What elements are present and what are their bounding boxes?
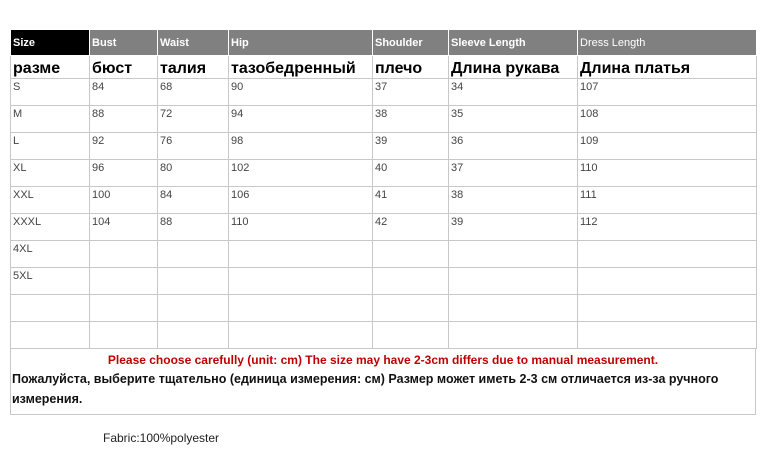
table-cell xyxy=(90,241,158,268)
table-row xyxy=(11,160,757,187)
table-cell: 94 xyxy=(229,106,373,133)
table-row xyxy=(11,268,757,295)
table-cell: 107 xyxy=(578,79,757,106)
table-cell xyxy=(90,295,158,322)
table-cell: 96 xyxy=(90,160,158,187)
table-row xyxy=(11,79,757,106)
ru-header-sleeve: Длина рукава xyxy=(449,56,578,79)
fabric-label: Fabric:100%polyester xyxy=(103,431,220,445)
table-cell: 41 xyxy=(373,187,449,214)
header-bust: Bust xyxy=(90,30,158,56)
table-cell xyxy=(373,322,449,349)
table-cell: L xyxy=(11,133,90,160)
table-cell: 109 xyxy=(578,133,757,160)
table-cell xyxy=(449,322,578,349)
table-cell xyxy=(449,268,578,295)
table-cell: 111 xyxy=(578,187,757,214)
ru-header-bust: бюст xyxy=(90,56,158,79)
table-cell: 34 xyxy=(449,79,578,106)
table-cell: 37 xyxy=(373,79,449,106)
table-cell: XXXL xyxy=(11,214,90,241)
table-cell: 88 xyxy=(158,214,229,241)
table-cell: 39 xyxy=(449,214,578,241)
notes-box xyxy=(10,349,756,415)
table-cell: 35 xyxy=(449,106,578,133)
table-cell: S xyxy=(11,79,90,106)
ru-header-shoulder: плечо xyxy=(373,56,449,79)
note-russian: Пожалуйста, выберите тщательно (единица измерения: см) Размер может иметь 2-3 см отличается из-за ручного измерения. xyxy=(12,372,719,406)
table-cell: 5XL xyxy=(11,268,90,295)
table-cell: 4XL xyxy=(11,241,90,268)
table-cell xyxy=(90,322,158,349)
header-dress-length: Dress Length xyxy=(578,30,757,56)
russian-header-row xyxy=(11,56,757,79)
table-cell xyxy=(229,268,373,295)
table-cell xyxy=(158,268,229,295)
table-cell: 108 xyxy=(578,106,757,133)
table-cell xyxy=(158,241,229,268)
table-cell xyxy=(229,241,373,268)
table-cell: 37 xyxy=(449,160,578,187)
table-cell: 84 xyxy=(158,187,229,214)
table-cell xyxy=(578,268,757,295)
table-cell: 39 xyxy=(373,133,449,160)
table-cell: 100 xyxy=(90,187,158,214)
table-cell: 106 xyxy=(229,187,373,214)
table-cell xyxy=(158,322,229,349)
table-cell: 112 xyxy=(578,214,757,241)
table-cell xyxy=(373,241,449,268)
table-row xyxy=(11,322,757,349)
table-cell xyxy=(373,295,449,322)
table-cell: 76 xyxy=(158,133,229,160)
table-cell xyxy=(229,295,373,322)
table-row xyxy=(11,295,757,322)
table-cell xyxy=(229,322,373,349)
table-cell: 68 xyxy=(158,79,229,106)
ru-header-size: разме xyxy=(11,56,90,79)
note-english: Please choose carefully (unit: cm) The size may have 2-3cm differs due to manual measurement. xyxy=(107,353,659,367)
header-waist: Waist xyxy=(158,30,229,56)
table-cell xyxy=(578,241,757,268)
table-cell: 110 xyxy=(578,160,757,187)
size-chart xyxy=(10,29,756,415)
table-cell: 110 xyxy=(229,214,373,241)
table-cell xyxy=(578,322,757,349)
table-cell: 38 xyxy=(373,106,449,133)
table-cell: 80 xyxy=(158,160,229,187)
table-row xyxy=(11,241,757,268)
header-sleeve-length: Sleeve Length xyxy=(449,30,578,56)
table-cell: M xyxy=(11,106,90,133)
table-cell xyxy=(449,295,578,322)
table-row xyxy=(11,106,757,133)
table-cell xyxy=(11,295,90,322)
table-cell: 88 xyxy=(90,106,158,133)
table-cell: 36 xyxy=(449,133,578,160)
table-cell: XL xyxy=(11,160,90,187)
table-cell xyxy=(158,295,229,322)
table-cell: 90 xyxy=(229,79,373,106)
table-cell: 92 xyxy=(90,133,158,160)
header-size: Size xyxy=(11,30,90,56)
table-cell: 104 xyxy=(90,214,158,241)
table-cell xyxy=(449,241,578,268)
table-cell: XXL xyxy=(11,187,90,214)
table-cell xyxy=(11,322,90,349)
header-hip: Hip xyxy=(229,30,373,56)
table-cell: 84 xyxy=(90,79,158,106)
table-cell: 42 xyxy=(373,214,449,241)
table-cell: 98 xyxy=(229,133,373,160)
table-cell: 38 xyxy=(449,187,578,214)
table-cell xyxy=(373,268,449,295)
size-table xyxy=(10,29,757,349)
ru-header-hip: тазобедренный xyxy=(229,56,373,79)
table-cell: 102 xyxy=(229,160,373,187)
ru-header-waist: талия xyxy=(158,56,229,79)
table-cell xyxy=(90,268,158,295)
table-row xyxy=(11,214,757,241)
table-cell: 72 xyxy=(158,106,229,133)
ru-header-dress: Длина платья xyxy=(578,56,757,79)
header-row xyxy=(11,30,757,56)
table-row xyxy=(11,133,757,160)
table-cell xyxy=(578,295,757,322)
table-cell: 40 xyxy=(373,160,449,187)
table-row xyxy=(11,187,757,214)
header-shoulder: Shoulder xyxy=(373,30,449,56)
